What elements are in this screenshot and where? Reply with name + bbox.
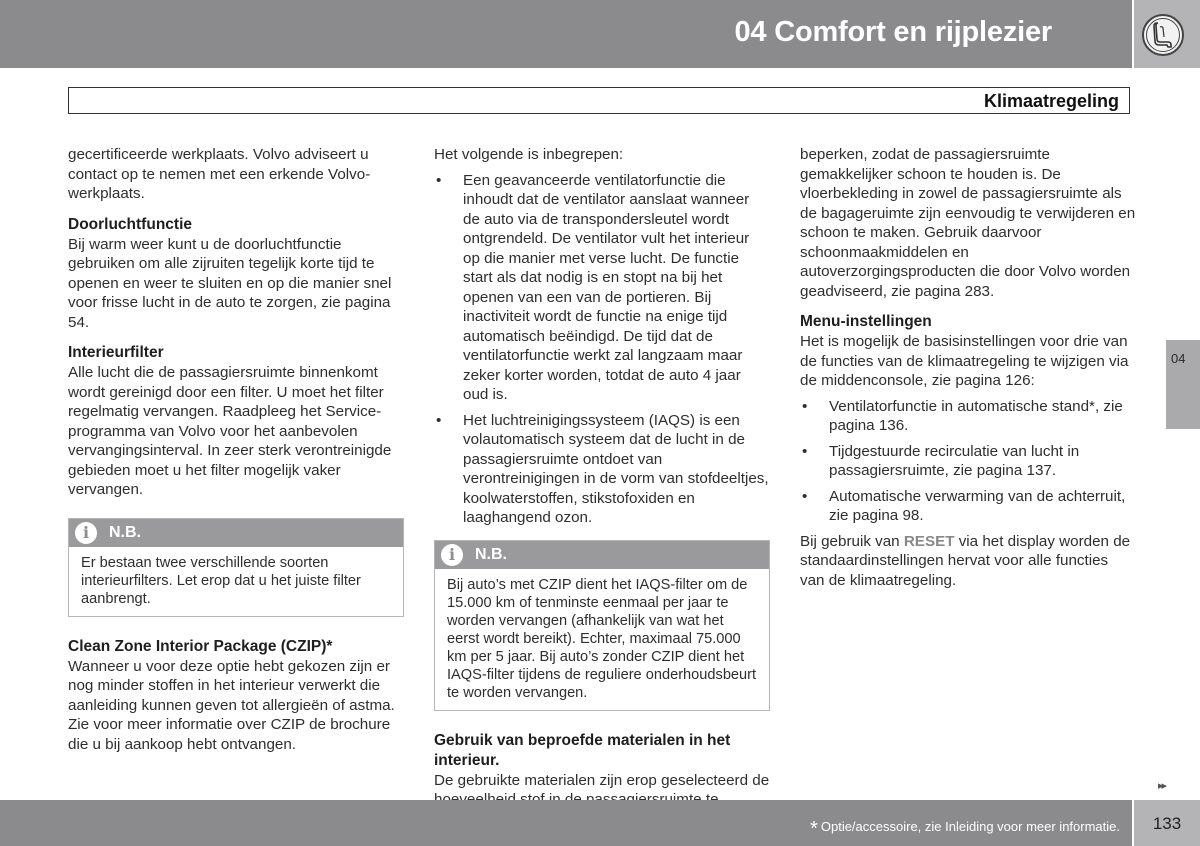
footnote-star: *	[810, 818, 818, 840]
note-text: Er bestaan twee verschillende soorten interieurfilters. Let erop dat u het juiste filter aanbrengt.	[81, 554, 361, 607]
col3-intro: beperken, zodat de passagiersruimte gemakkelijker schoon te houden is. De vloerbekleding in zowel de passagiersruimte als de bagageruimte zijn eenvoudig te verwijderen en schoon te maken. Gebruik daarvoor schoonmaakmiddelen en autoverzorgingsproducten die door Volvo worden geadviseerd, zie pagina 283.	[800, 146, 1136, 300]
page-number-box	[1134, 800, 1200, 846]
page-number: 133	[1152, 814, 1182, 833]
paragraph-czip: Wanneer u voor deze optie hebt gekozen zijn er nog minder stoffen in het interieur verwerkt die aanleiding kunnen geven tot allergieën of astma. Zie voor meer informatie over CZIP de brochure die u bij aankoop hebt ontvangen.	[68, 657, 395, 753]
note-label: N.B.	[475, 545, 507, 563]
col2-intro: Het volgende is inbegrepen:	[434, 146, 624, 163]
footnote-text: Optie/accessoire, zie Inleiding voor meer informatie.	[820, 819, 1120, 834]
paragraph-materialen: De gebruikte materialen zijn erop geselecteerd de	[434, 771, 770, 789]
list-item: • Tijdgestuurde recirculatie van lucht in passagiersruimte, zie pagina 137.	[802, 442, 1080, 479]
column-1	[68, 145, 404, 754]
chapter-title: 04 Comfort en rijplezier	[734, 16, 1052, 48]
footnote	[810, 818, 1120, 841]
section-title-box	[68, 87, 1130, 114]
list-item: • Het luchtreinigingssysteem (IAQS) is een volautomatisch systeem dat de lucht in de passagiersruimte ontdoet van verontreinigingen in de vorm van stofdeeltjes, koolwaterstoffen, stikstofoxiden en laaghangend ozon.	[436, 411, 769, 526]
note-box	[68, 518, 404, 617]
note-box	[434, 540, 770, 711]
paragraph-doorluchtfunctie: Bij warm weer kunt u de doorluchtfunctie gebruiken om alle zijruiten tegelijk korte tijd te openen en weer te sluiten en op die manier snel voor frisse lucht in de auto te zorgen, zie pagina 54.	[68, 235, 392, 331]
note-label: N.B.	[109, 523, 141, 541]
note-header	[69, 519, 403, 547]
info-icon: i	[441, 544, 463, 566]
section-title: Klimaatregeling	[983, 91, 1119, 111]
paragraph-menu-instellingen: Het is mogelijk de basisinstellingen voor drie van de functies van de klimaatregeling te wijzigen via de middenconsole, zie pagina 126:	[800, 333, 1129, 389]
list-item: • Ventilatorfunctie in automatische stand*, zie pagina 136.	[802, 397, 1123, 434]
paragraph-reset: Bij gebruik van RESET via het display worden de standaardinstellingen hervat voor alle functies van de klimaatregeling.	[800, 532, 1131, 589]
side-tab-label: 04	[1171, 351, 1186, 366]
continue-arrows-icon: ▸▸	[1158, 780, 1166, 792]
seat-icon	[1141, 13, 1185, 57]
included-list	[434, 171, 770, 528]
column-2	[434, 145, 770, 810]
note-header	[435, 541, 769, 569]
list-item: • Een geavanceerde ventilatorfunctie die inhoudt dat de ventilator aanslaat wanneer de auto via de transpondersleutel wordt ontgrendeld. De ventilator vult het interieur op die manier met verse lucht. De functie start als dat nodig is en stopt na bij het openen van een van de portieren. Bij inactiviteit wordt de functie na enige tijd automatisch beëindigd. De tijd dat de ventilatorfunctie werkt zal langzaam maar zeker korter worden, totdat de auto 4 jaar oud is.	[436, 171, 750, 403]
reset-keyword: RESET	[903, 532, 955, 550]
info-icon: i	[75, 522, 97, 544]
chapter-side-tab	[1166, 340, 1200, 429]
heading-materialen: Gebruik van beproefde materialen in het interieur.	[434, 731, 731, 769]
chapter-header-bar	[0, 0, 1132, 68]
heading-doorluchtfunctie: Doorluchtfunctie	[68, 215, 192, 233]
list-item: • Automatische verwarming van de achterruit, zie pagina 98.	[802, 487, 1126, 524]
paragraph-interieurfilter: Alle lucht die de passagiersruimte binnenkomt wordt gereinigd door een filter. U moet het filter regelmatig vervangen. Raadpleeg het Service-programma van Volvo voor het aanbevolen vervangingsinterval. In zeer sterk verontreinigde gebieden moet u het filter mogelijk vaker vervangen.	[68, 364, 392, 498]
footer-bar	[0, 800, 1132, 846]
heading-czip: Clean Zone Interior Package (CZIP)*	[68, 637, 333, 655]
col1-intro: gecertificeerde werkplaats. Volvo adviseert u contact op te nemen met een erkende Volvo-werkplaats.	[68, 146, 371, 202]
heading-interieurfilter: Interieurfilter	[68, 344, 164, 361]
note-text: Bij auto’s met CZIP dient het IAQS-filter om de 15.000 km of tenminste eenmaal per jaar te worden vervangen (afhankelijk van wat het eerst wordt bereikt). Echter, maximaal 75.000 km per 5 jaar. Bij auto’s zonder CZIP dient het IAQS-filter tijdens de reguliere onderhoudsbeurt te worden vervangen.	[447, 576, 757, 701]
column-3	[800, 145, 1136, 590]
heading-menu-instellingen: Menu-instellingen	[800, 313, 932, 330]
settings-list	[800, 397, 1136, 526]
